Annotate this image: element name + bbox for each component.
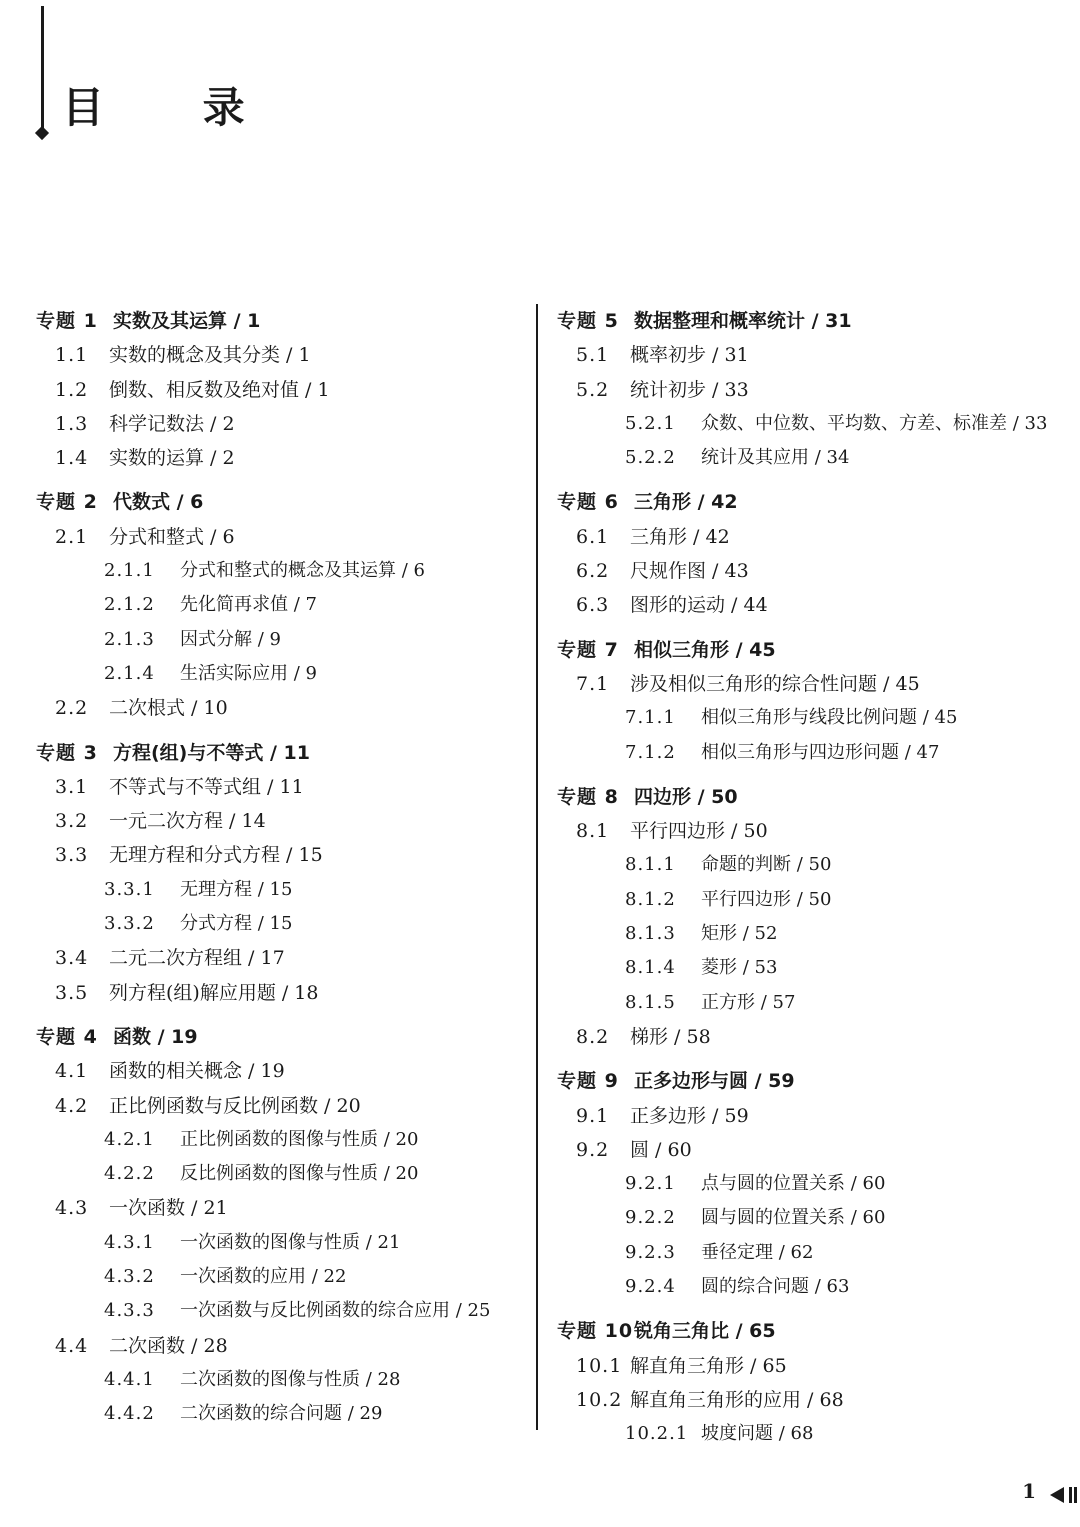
toc-section (557, 588, 1067, 622)
toc-subsection (557, 1417, 1067, 1451)
toc-section (557, 1383, 1067, 1417)
toc-section (557, 520, 1067, 554)
toc-entry-title: 函数 / 19 (113, 1025, 198, 1048)
toc-entry-number: 专题 2 (36, 491, 98, 514)
toc-entry-number: 9.2.4 (625, 1276, 676, 1298)
toc-entry-title: 相似三角形 / 45 (634, 638, 776, 661)
toc-entry-number: 3.4 (55, 947, 89, 970)
toc-section (557, 554, 1067, 588)
toc-chapter (557, 1064, 1067, 1098)
toc-entry-title: 统计初步 / 33 (630, 378, 749, 401)
toc-chapter (557, 304, 1067, 338)
toc-entry-number: 8.1.4 (625, 957, 676, 979)
toc-entry-title: 梯形 / 58 (630, 1025, 711, 1048)
toc-entry-number: 2.1.2 (104, 594, 155, 616)
toc-entry-title: 正多边形 / 59 (630, 1104, 749, 1127)
toc-entry-number: 4.4.1 (104, 1368, 155, 1390)
toc-entry-title: 一次函数与反比例函数的综合应用 / 25 (180, 1300, 491, 1322)
toc-entry-title: 三角形 / 42 (630, 525, 730, 548)
toc-subsection (36, 873, 526, 907)
toc-entry-number: 专题 10 (557, 1320, 634, 1343)
toc-subsection (36, 1123, 526, 1157)
toc-chapter (557, 485, 1067, 519)
toc-entry-number: 专题 4 (36, 1025, 98, 1048)
toc-section (557, 1133, 1067, 1167)
toc-entry-number: 9.1 (576, 1104, 610, 1127)
toc-entry-number: 专题 9 (557, 1070, 619, 1093)
toc-entry-number: 2.1.3 (104, 628, 155, 650)
toc-entry-title: 圆的综合问题 / 63 (701, 1276, 850, 1298)
toc-subsection (557, 986, 1067, 1020)
toc-entry-title: 涉及相似三角形的综合性问题 / 45 (630, 672, 920, 695)
toc-subsection (36, 554, 526, 588)
toc-entry-title: 无理方程和分式方程 / 15 (109, 844, 323, 867)
toc-section (36, 804, 526, 838)
toc-subsection (36, 1226, 526, 1260)
toc-subsection (557, 848, 1067, 882)
toc-section (557, 814, 1067, 848)
toc-entry-title: 图形的运动 / 44 (630, 594, 768, 617)
toc-subsection (557, 1270, 1067, 1304)
toc-entry-number: 4.2.2 (104, 1163, 155, 1185)
toc-entry-number: 2.1.1 (104, 560, 155, 582)
toc-entry-number: 3.3 (55, 844, 89, 867)
toc-subsection (36, 1157, 526, 1191)
toc-subsection (36, 588, 526, 622)
toc-entry-title: 倒数、相反数及绝对值 / 1 (109, 378, 330, 401)
toc-section (557, 667, 1067, 701)
page-turn-bar-icon (1074, 1487, 1077, 1503)
toc-entry-title: 二次根式 / 10 (109, 697, 228, 720)
toc-subsection (36, 623, 526, 657)
toc-entry-number: 4.4.2 (104, 1403, 155, 1425)
title-diamond-ornament (35, 126, 49, 140)
toc-subsection (557, 1167, 1067, 1201)
toc-entry-number: 4.3.3 (104, 1300, 155, 1322)
toc-entry-number: 10.1 (576, 1354, 623, 1377)
toc-entry-number: 8.1.3 (625, 923, 676, 945)
toc-entry-number: 3.2 (55, 810, 89, 833)
toc-entry-title: 众数、中位数、平均数、方差、标准差 / 33 (701, 412, 1048, 434)
toc-entry-number: 3.5 (55, 981, 89, 1004)
toc-entry-title: 因式分解 / 9 (180, 628, 281, 650)
toc-entry-number: 5.2.1 (625, 412, 676, 434)
toc-entry-title: 实数的概念及其分类 / 1 (109, 344, 311, 367)
toc-entry-title: 圆 / 60 (630, 1138, 692, 1161)
toc-entry-number: 4.3.2 (104, 1266, 155, 1288)
toc-entry-number: 2.1 (55, 525, 89, 548)
toc-entry-number: 1.1 (55, 344, 89, 367)
toc-entry-title: 解直角三角形的应用 / 68 (630, 1388, 844, 1411)
toc-chapter (557, 780, 1067, 814)
toc-entry-number: 9.2.2 (625, 1207, 676, 1229)
toc-section (36, 838, 526, 872)
toc-section (36, 338, 526, 372)
toc-subsection (557, 1236, 1067, 1270)
toc-entry-number: 9.2 (576, 1138, 610, 1161)
toc-entry-number: 2.1.4 (104, 662, 155, 684)
toc-entry-number: 4.3.1 (104, 1231, 155, 1253)
toc-entry-title: 垂径定理 / 62 (701, 1241, 814, 1263)
toc-entry-title: 不等式与不等式组 / 11 (109, 775, 304, 798)
toc-entry-title: 反比例函数的图像与性质 / 20 (180, 1163, 419, 1185)
toc-section (36, 1191, 526, 1225)
toc-section (36, 1054, 526, 1088)
toc-chapter (36, 304, 526, 338)
toc-entry-title: 函数的相关概念 / 19 (109, 1060, 285, 1083)
toc-section (36, 1089, 526, 1123)
toc-subsection (36, 1294, 526, 1328)
page-number: 1 (1022, 1479, 1036, 1503)
toc-entry-title: 平行四边形 / 50 (630, 820, 768, 843)
toc-entry-title: 坡度问题 / 68 (701, 1423, 814, 1445)
toc-chapter (557, 633, 1067, 667)
toc-entry-title: 锐角三角比 / 65 (634, 1320, 776, 1343)
toc-subsection (36, 1397, 526, 1431)
toc-entry-title: 平行四边形 / 50 (701, 888, 832, 910)
toc-entry-title: 数据整理和概率统计 / 31 (634, 310, 852, 332)
toc-entry-title: 一次函数的图像与性质 / 21 (180, 1231, 401, 1253)
toc-section (557, 1099, 1067, 1133)
toc-entry-number: 1.2 (55, 378, 89, 401)
toc-entry-number: 1.3 (55, 412, 89, 435)
toc-entry-number: 专题 3 (36, 741, 98, 764)
toc-chapter (557, 1314, 1067, 1348)
toc-section (557, 338, 1067, 372)
toc-entry-title: 二次函数的图像与性质 / 28 (180, 1368, 401, 1390)
page-title: 目 录 (62, 83, 287, 132)
toc-entry-number: 8.2 (576, 1025, 610, 1048)
toc-subsection (36, 1260, 526, 1294)
toc-entry-title: 实数及其运算 / 1 (113, 310, 261, 332)
toc-entry-number: 3.3.1 (104, 878, 155, 900)
toc-chapter (36, 736, 526, 770)
toc-entry-title: 正比例函数的图像与性质 / 20 (180, 1128, 419, 1150)
toc-entry-number: 8.1.1 (625, 854, 676, 876)
toc-entry-title: 分式方程 / 15 (180, 913, 293, 935)
toc-entry-number: 1.4 (55, 447, 89, 470)
toc-entry-number: 专题 7 (557, 638, 619, 661)
toc-section (36, 770, 526, 804)
toc-subsection (557, 917, 1067, 951)
toc-chapter (36, 485, 526, 519)
toc-entry-title: 代数式 / 6 (113, 491, 204, 514)
toc-entry-title: 一元二次方程 / 14 (109, 810, 266, 833)
toc-section (557, 373, 1067, 407)
toc-entry-number: 7.1.1 (625, 707, 676, 729)
toc-entry-title: 正方形 / 57 (701, 991, 796, 1013)
toc-section (36, 373, 526, 407)
toc-subsection (36, 657, 526, 691)
toc-entry-number: 专题 6 (557, 491, 619, 514)
toc-subsection (36, 907, 526, 941)
toc-entry-number: 专题 8 (557, 785, 619, 808)
toc-entry-number: 6.3 (576, 594, 610, 617)
page-turn-arrow-icon (1050, 1487, 1064, 1503)
column-divider (536, 304, 538, 1430)
toc-chapter (36, 1020, 526, 1054)
toc-entry-number: 3.1 (55, 775, 89, 798)
toc-subsection (557, 441, 1067, 475)
toc-entry-number: 9.2.1 (625, 1173, 676, 1195)
toc-subsection (557, 736, 1067, 770)
toc-entry-number: 5.2 (576, 378, 610, 401)
toc-entry-number: 6.1 (576, 525, 610, 548)
page-turn-bar-icon (1069, 1487, 1072, 1503)
toc-entry-number: 专题 5 (557, 310, 619, 332)
toc-entry-number: 8.1.5 (625, 991, 676, 1013)
toc-entry-title: 分式和整式 / 6 (109, 525, 235, 548)
toc-entry-title: 三角形 / 42 (634, 491, 738, 514)
toc-entry-title: 矩形 / 52 (701, 923, 778, 945)
toc-left-column (36, 304, 526, 1432)
toc-entry-title: 正比例函数与反比例函数 / 20 (109, 1094, 361, 1117)
toc-entry-title: 菱形 / 53 (701, 957, 778, 979)
toc-entry-number: 10.2 (576, 1388, 623, 1411)
toc-entry-number: 4.4 (55, 1334, 89, 1357)
toc-entry-number: 专题 1 (36, 310, 98, 332)
toc-subsection (557, 407, 1067, 441)
toc-section (36, 941, 526, 975)
toc-entry-number: 3.3.2 (104, 913, 155, 935)
toc-entry-title: 四边形 / 50 (634, 785, 738, 808)
toc-section (36, 520, 526, 554)
toc-entry-number: 5.2.2 (625, 447, 676, 469)
toc-entry-title: 一次函数 / 21 (109, 1197, 228, 1220)
toc-entry-title: 列方程(组)解应用题 / 18 (109, 981, 319, 1004)
toc-entry-number: 2.2 (55, 697, 89, 720)
toc-entry-number: 8.1 (576, 820, 610, 843)
toc-entry-number: 6.2 (576, 560, 610, 583)
toc-section (557, 1349, 1067, 1383)
toc-entry-title: 科学记数法 / 2 (109, 412, 235, 435)
toc-entry-title: 点与圆的位置关系 / 60 (701, 1173, 886, 1195)
toc-entry-number: 8.1.2 (625, 888, 676, 910)
toc-subsection (557, 701, 1067, 735)
toc-subsection (36, 1363, 526, 1397)
toc-entry-number: 4.2 (55, 1094, 89, 1117)
toc-entry-title: 圆与圆的位置关系 / 60 (701, 1207, 886, 1229)
toc-subsection (557, 1201, 1067, 1235)
toc-entry-title: 二次函数 / 28 (109, 1334, 228, 1357)
toc-entry-title: 实数的运算 / 2 (109, 447, 235, 470)
toc-entry-number: 4.2.1 (104, 1128, 155, 1150)
toc-entry-number: 7.1 (576, 672, 610, 695)
toc-entry-title: 尺规作图 / 43 (630, 560, 749, 583)
toc-entry-title: 二元二次方程组 / 17 (109, 947, 285, 970)
toc-right-column (557, 304, 1067, 1452)
toc-entry-number: 10.2.1 (625, 1423, 689, 1445)
toc-section (36, 976, 526, 1010)
toc-entry-number: 7.1.2 (625, 741, 676, 763)
toc-entry-number: 4.1 (55, 1060, 89, 1083)
title-vertical-rule (41, 6, 44, 132)
toc-entry-number: 5.1 (576, 344, 610, 367)
toc-section (36, 407, 526, 441)
toc-subsection (557, 951, 1067, 985)
toc-entry-title: 二次函数的综合问题 / 29 (180, 1403, 383, 1425)
toc-entry-title: 命题的判断 / 50 (701, 854, 832, 876)
toc-section (36, 1329, 526, 1363)
toc-entry-title: 先化简再求值 / 7 (180, 594, 317, 616)
toc-entry-number: 9.2.3 (625, 1241, 676, 1263)
toc-section (557, 1020, 1067, 1054)
toc-section (36, 441, 526, 475)
toc-entry-title: 统计及其应用 / 34 (701, 447, 850, 469)
toc-subsection (557, 883, 1067, 917)
toc-entry-title: 解直角三角形 / 65 (630, 1354, 787, 1377)
toc-entry-title: 无理方程 / 15 (180, 878, 293, 900)
toc-entry-title: 生活实际应用 / 9 (180, 662, 317, 684)
toc-entry-title: 相似三角形与四边形问题 / 47 (701, 741, 940, 763)
toc-entry-title: 方程(组)与不等式 / 11 (113, 741, 310, 764)
toc-entry-number: 4.3 (55, 1197, 89, 1220)
toc-entry-title: 分式和整式的概念及其运算 / 6 (180, 560, 425, 582)
toc-section (36, 691, 526, 725)
toc-entry-title: 概率初步 / 31 (630, 344, 749, 367)
toc-entry-title: 相似三角形与线段比例问题 / 45 (701, 707, 958, 729)
toc-entry-title: 一次函数的应用 / 22 (180, 1266, 347, 1288)
toc-entry-title: 正多边形与圆 / 59 (634, 1070, 795, 1093)
